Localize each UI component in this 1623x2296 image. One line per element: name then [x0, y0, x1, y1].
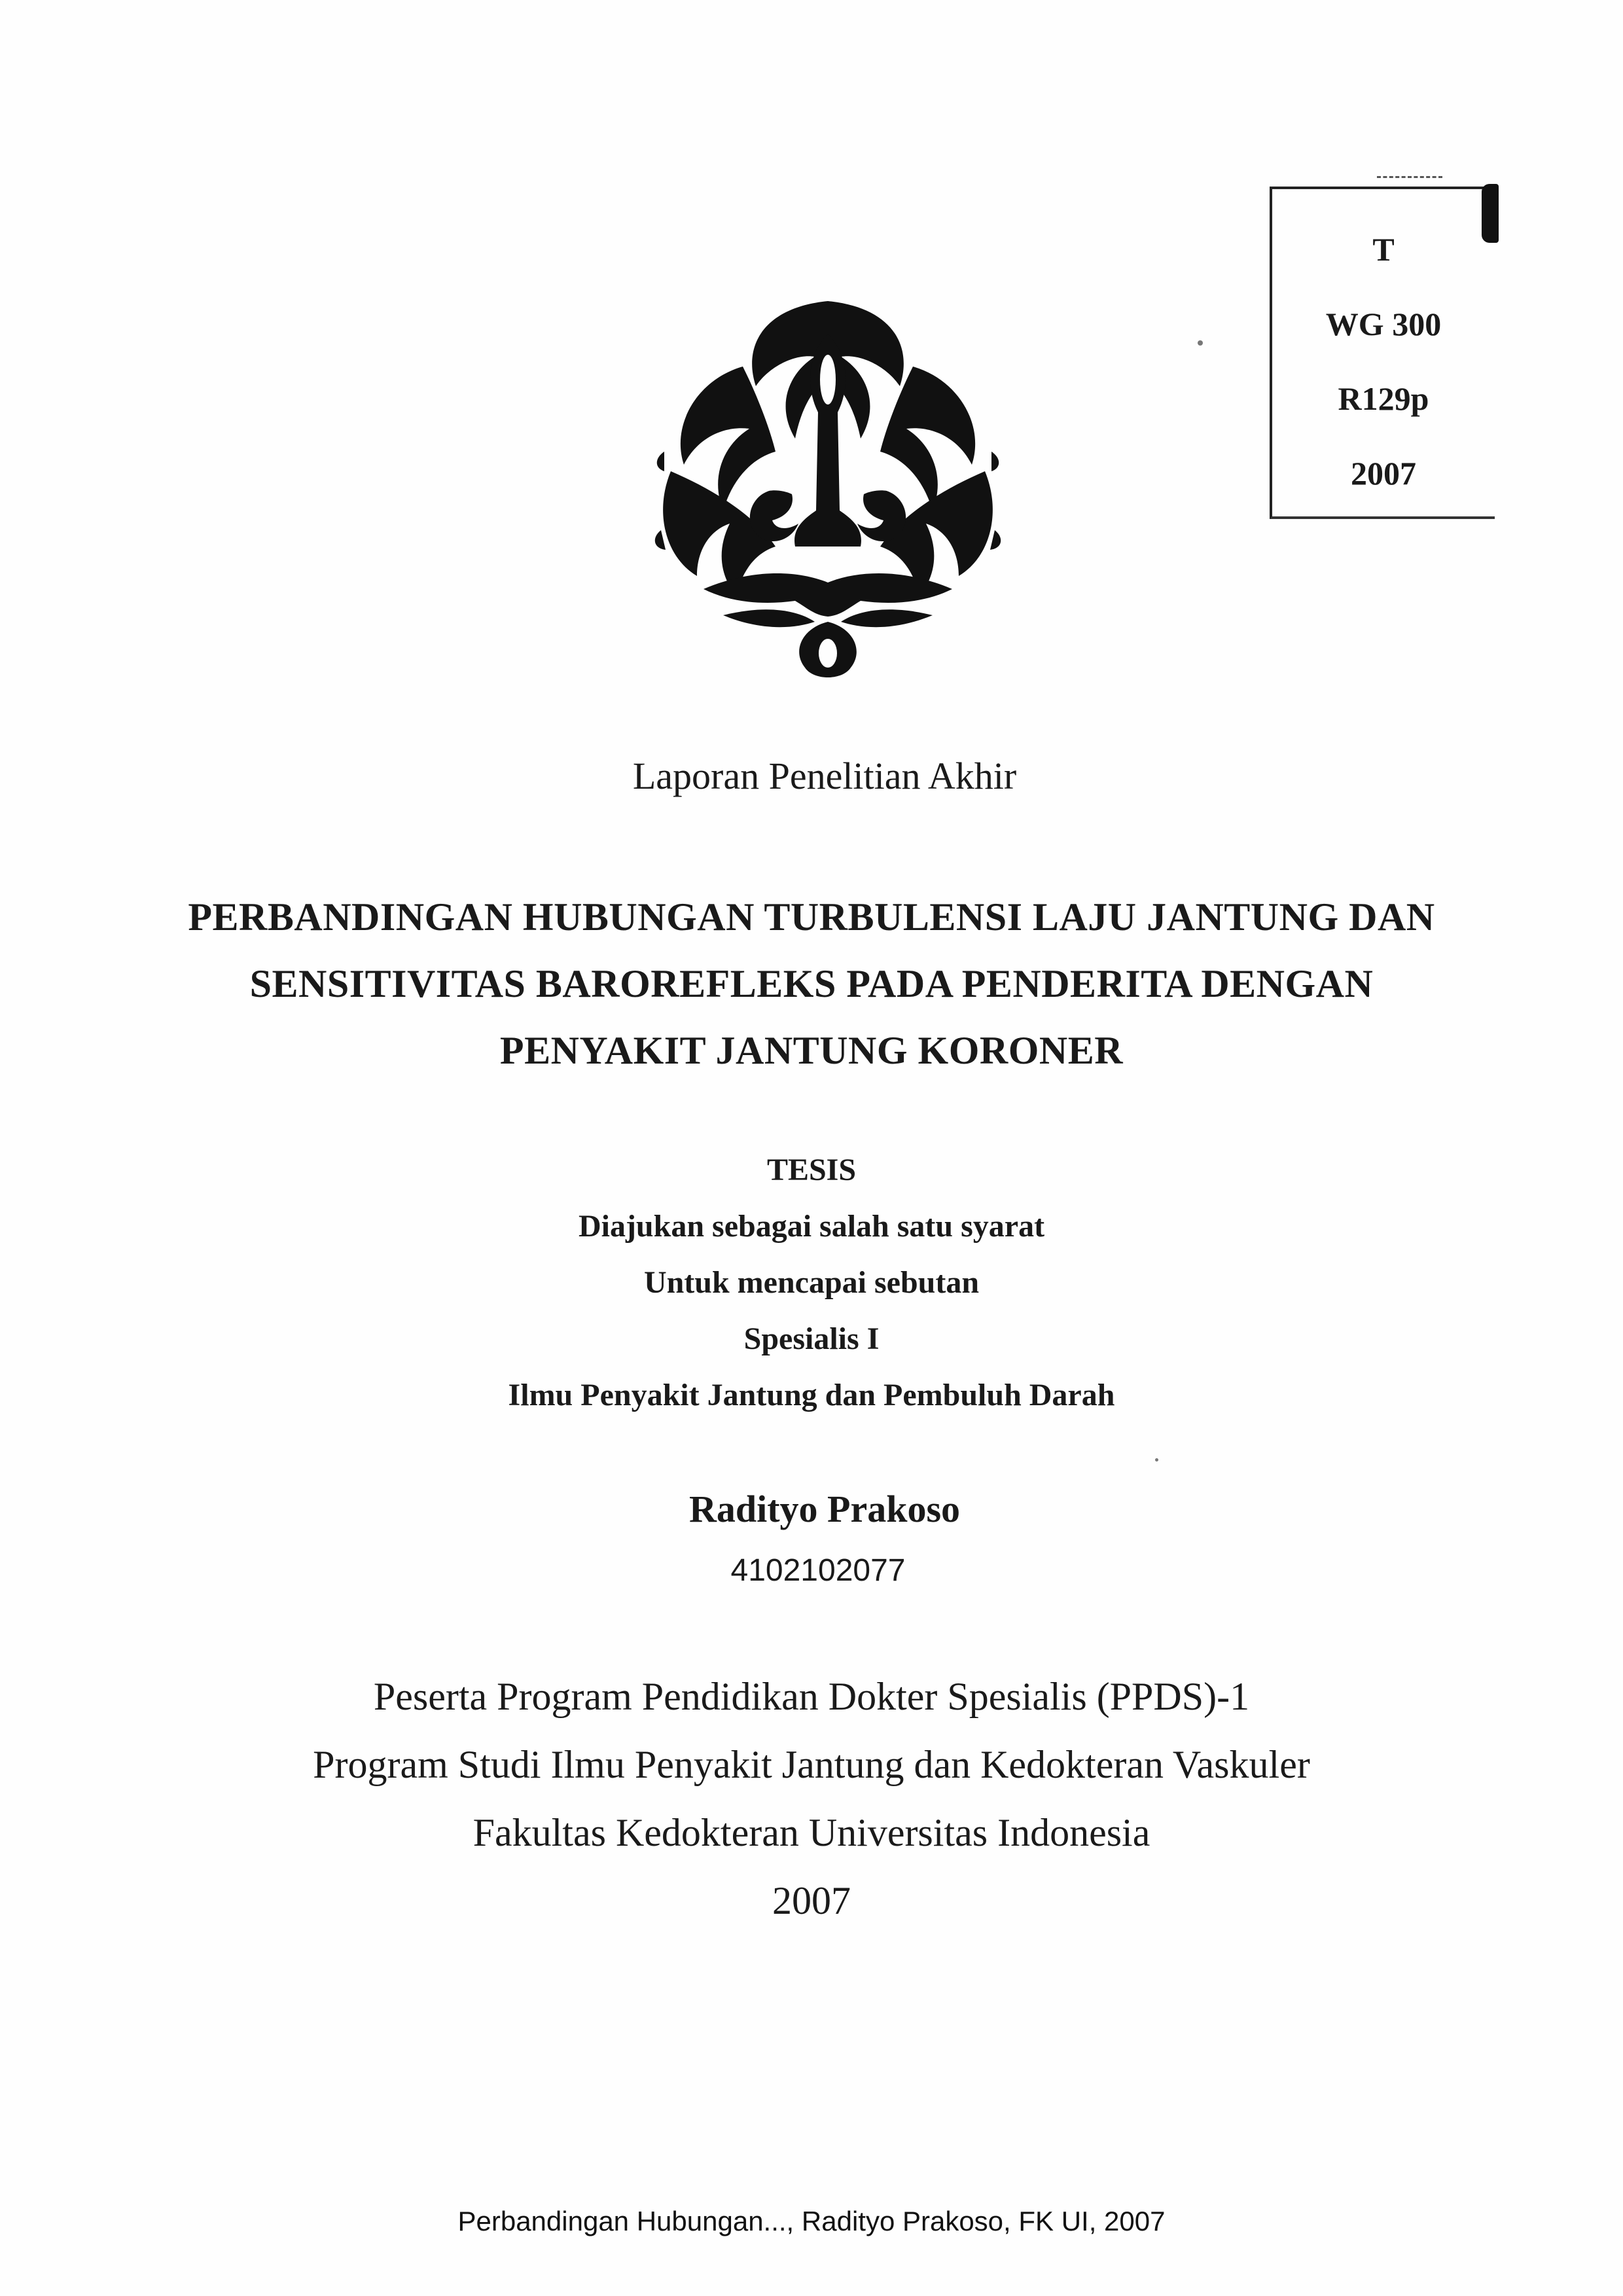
call-number-line-2: WG 300	[1325, 306, 1442, 342]
call-number-line-1: T	[1372, 231, 1395, 268]
title-line-1: PERBANDINGAN HUBUNGAN TURBULENSI LAJU JANTUNG DAN	[188, 895, 1435, 939]
author-student-number: 4102102077	[730, 1553, 906, 1588]
thesis-title	[0, 884, 1623, 1084]
thesis-line-4: Ilmu Penyakit Jantung dan Pembuluh Darah	[508, 1378, 1115, 1412]
stamp-dash-mark	[1377, 176, 1442, 178]
scan-speck	[1198, 340, 1203, 346]
thesis-line-2: Untuk mencapai sebutan	[643, 1265, 980, 1300]
author-name: Radityo Prakoso	[688, 1488, 961, 1530]
report-type: Laporan Penelitian Akhir	[632, 755, 1017, 797]
program-info	[0, 1662, 1623, 1935]
thesis-statement	[0, 1142, 1623, 1424]
thesis-line-3: Spesialis I	[743, 1321, 880, 1356]
program-line-1: Peserta Program Pendidikan Dokter Spesialis (PPDS)-1	[373, 1675, 1250, 1718]
thesis-label: TESIS	[766, 1153, 857, 1187]
title-line-3: PENYAKIT JANTUNG KORONER	[499, 1029, 1124, 1072]
program-line-3: Fakultas Kedokteran Universitas Indonesia	[473, 1811, 1150, 1854]
program-year: 2007	[772, 1879, 851, 1922]
makara-emblem-icon	[645, 295, 1011, 687]
call-number-line-4: 2007	[1351, 455, 1416, 492]
title-line-2: SENSITIVITAS BAROREFLEKS PADA PENDERITA DENGAN	[249, 962, 1374, 1005]
call-number-stamp	[1270, 187, 1495, 519]
call-number-line-3: R129p	[1338, 380, 1429, 417]
program-line-2: Program Studi Ilmu Penyakit Jantung dan Kedokteran Vaskuler	[313, 1743, 1310, 1786]
scan-speck	[1155, 1458, 1158, 1462]
thesis-line-1: Diajukan sebagai salah satu syarat	[578, 1209, 1045, 1244]
page-footer: Perbandingan Hubungan..., Radityo Prakoso, FK UI, 2007	[457, 2206, 1166, 2236]
